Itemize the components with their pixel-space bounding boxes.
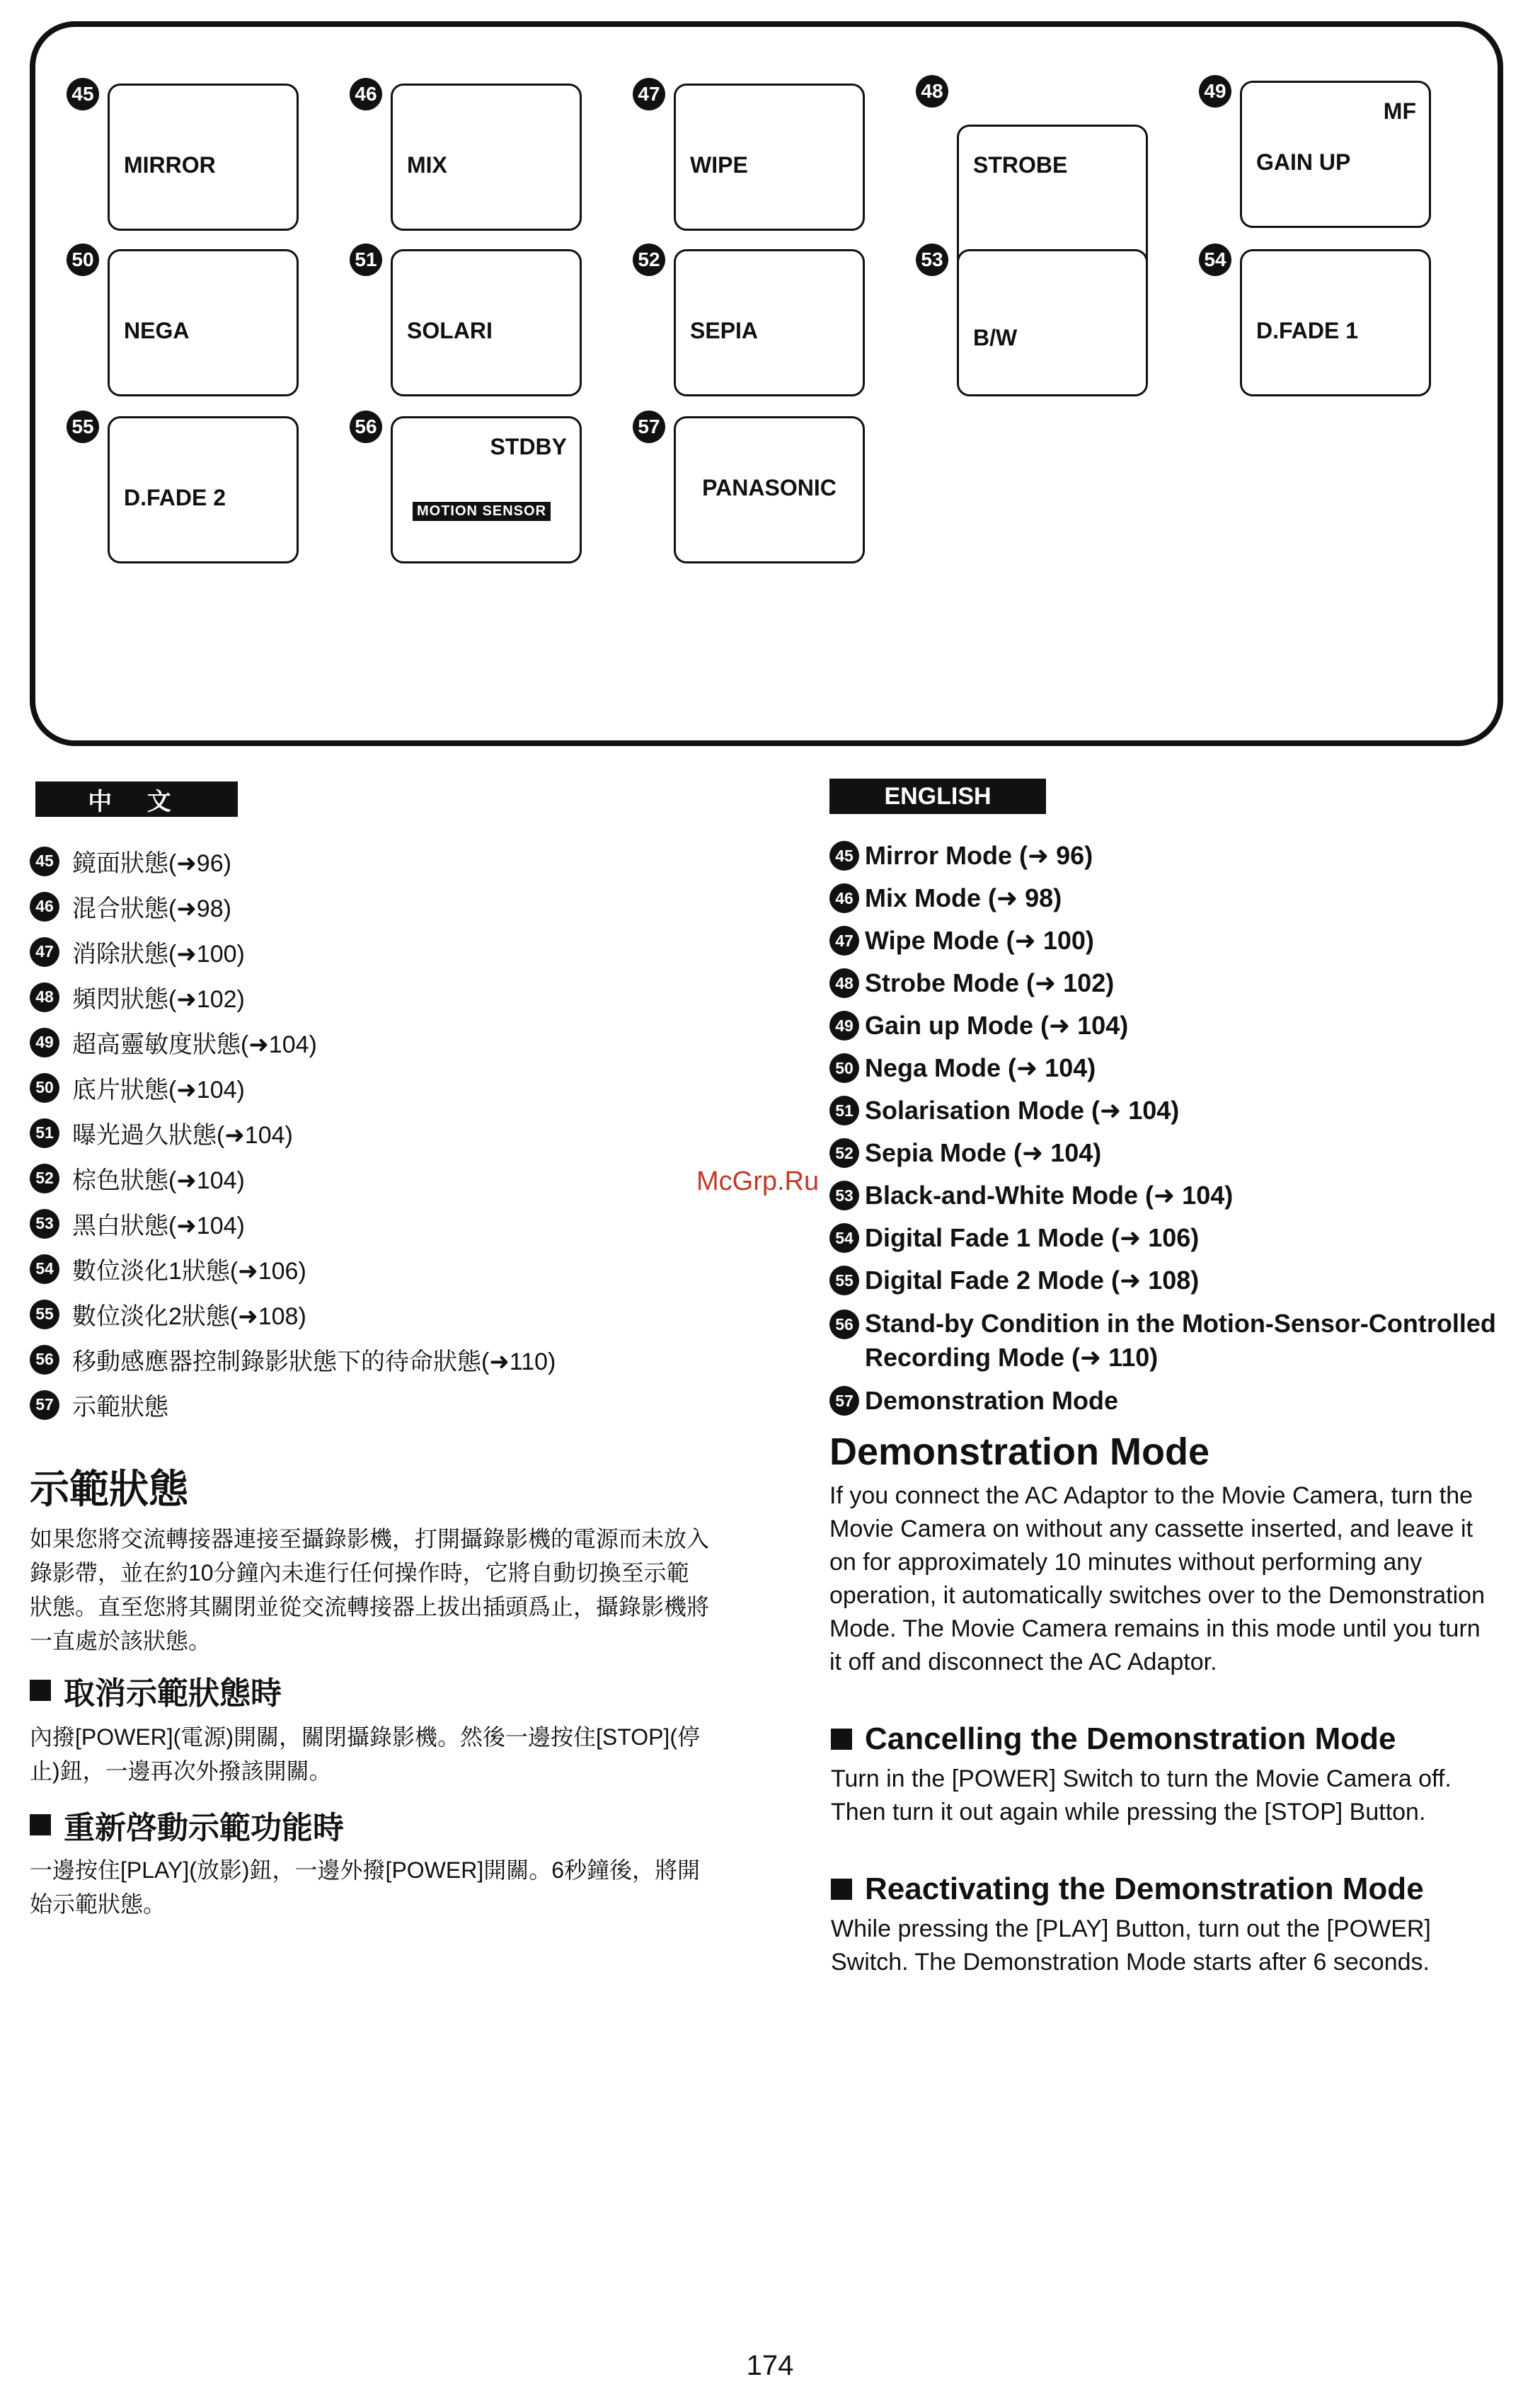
item-text: 數位淡化1狀態(➜106) [72,1258,306,1285]
screen-51 [350,243,633,402]
item-text: Digital Fade 1 Mode (➜ 106) [865,1223,1200,1252]
num-badge: 53 [829,1181,859,1210]
heading-text: Reactivating the Demonstration Mode [865,1872,1424,1906]
num-badge: 52 [633,243,665,276]
chinese-reactivate-body: 一邊按住[PLAY](放影)鈕，一邊外撥[POWER]開關。6秒鐘後，將開始示範狀態。 [30,1857,701,1917]
list-item [30,1251,306,1286]
chinese-section-header: 中 文 [35,781,238,817]
viewfinder-screen [108,84,299,231]
heading-text: 重新啓動示範功能時 [64,1811,344,1845]
num-badge: 51 [30,1118,59,1148]
bullet-square-icon [831,1729,852,1750]
viewfinder-screen [674,84,865,231]
num-badge: 50 [30,1073,59,1103]
screen-label: B/W [973,325,1018,350]
item-text: Demonstration Mode [865,1386,1119,1415]
english-cancel-body: Turn in the [POWER] Switch to turn the Movie Camera off. Then turn it out again while pressing the [STOP] Button. [831,1765,1452,1826]
screen-47 [633,78,916,236]
item-text: Wipe Mode (➜ 100) [865,926,1094,955]
screen-label: WIPE [690,152,748,178]
num-badge: 49 [829,1011,859,1041]
screen-56 [350,411,633,569]
english-section-title: Demonstration Mode [829,1431,1210,1473]
list-item [829,926,1094,956]
chinese-reactivate-heading [30,1802,344,1847]
list-item [30,1161,245,1196]
item-text: 數位淡化2狀態(➜108) [72,1303,306,1330]
num-badge: 48 [829,968,859,998]
item-text: Digital Fade 2 Mode (➜ 108) [865,1266,1200,1295]
bullet-square-icon [831,1879,852,1900]
chinese-body-text: 如果您將交流轉接器連接至攝錄影機，打開攝錄影機的電源而未放入錄影帶，並在約10分鐘內未進行任何操作時，它將自動切換至示範狀態。直至您將其關閉並從交流轉接器上拔出插頭爲止，攝錄影機將一直處於該狀態。 [30,1526,710,1654]
item-text: 消除狀態(➜100) [72,941,245,968]
item-text: Sepia Mode (➜ 104) [865,1138,1102,1167]
num-badge: 57 [633,411,665,443]
screen-54 [1199,243,1482,402]
motion-sensor-badge: MOTION SENSOR [413,502,551,521]
item-text: Black-and-White Mode (➜ 104) [865,1181,1234,1210]
screen-label: NEGA [124,318,190,343]
item-text: 鏡面狀態(➜96) [72,850,231,877]
item-text: 黑白狀態(➜104) [72,1213,245,1239]
list-item [30,934,245,969]
english-reactivate-body: While pressing the [PLAY] Button, turn out the [POWER] Switch. The Demonstration Mode starts after 6 seconds. [831,1915,1431,1976]
heading-text: Cancelling the Demonstration Mode [865,1721,1396,1756]
list-item [829,1223,1199,1253]
num-badge: 54 [1199,243,1231,276]
english-section-header: ENGLISH [829,779,1046,814]
screen-label: SEPIA [690,318,759,343]
screen-label: STDBY [490,434,567,459]
screen-label: PANASONIC [702,475,837,500]
watermark: McGrp.Ru [696,1167,820,1196]
viewfinder-screen [1240,81,1431,228]
item-text: Nega Mode (➜ 104) [865,1053,1096,1082]
num-badge: 47 [633,78,665,110]
num-badge: 55 [829,1266,859,1295]
viewfinder-screen [108,249,299,396]
num-badge: 57 [30,1390,59,1420]
item-text: Mix Mode (➜ 98) [865,883,1062,912]
list-item [829,1138,1101,1168]
list-item [829,1096,1179,1125]
chinese-cancel-heading [30,1668,282,1713]
english-reactivate-heading [831,1872,1424,1907]
list-item [829,1181,1233,1210]
num-badge: 45 [30,847,59,876]
num-badge: 51 [350,243,382,276]
bullet-square-icon [30,1680,51,1701]
english-cancel-heading [831,1721,1396,1757]
chinese-section-title: 示範狀態 [30,1467,188,1511]
item-text: 底片狀態(➜104) [72,1077,245,1104]
num-badge: 55 [30,1300,59,1329]
viewfinder-screen [957,249,1148,396]
list-item [829,1310,1502,1375]
screen-label: D.FADE 1 [1256,318,1359,343]
list-item [30,1116,293,1150]
screen-label: D.FADE 2 [124,485,226,510]
num-badge: 48 [30,982,59,1012]
list-item [30,1070,245,1105]
list-item [829,1053,1096,1083]
screen-46 [350,78,633,236]
item-text: Mirror Mode (➜ 96) [865,841,1093,870]
viewfinder-screen [674,416,865,563]
num-badge: 52 [30,1164,59,1193]
item-text: 示範狀態 [72,1394,168,1421]
viewfinder-screen [391,249,582,396]
list-item [30,844,231,878]
item-text: 超高靈敏度狀態(➜104) [72,1031,317,1058]
item-text: Solarisation Mode (➜ 104) [865,1096,1180,1125]
list-item [829,1386,1118,1416]
num-badge: 56 [829,1310,859,1339]
screen-55 [67,411,350,569]
num-badge: 46 [350,78,382,110]
num-badge: 56 [350,411,382,443]
num-badge: 50 [829,1053,859,1083]
num-badge: 49 [30,1028,59,1058]
item-text: 頻閃狀態(➜102) [72,986,245,1013]
list-item [30,980,245,1014]
num-badge: 53 [916,243,948,276]
screen-52 [633,243,916,402]
list-item [829,1011,1128,1041]
num-badge: 47 [829,926,859,956]
viewfinder-screen [1240,249,1431,396]
list-item [30,1297,306,1331]
num-badge: 50 [67,243,99,276]
item-text: 曝光過久狀態(➜104) [72,1122,293,1149]
num-badge: 57 [829,1386,859,1416]
num-badge: 51 [829,1096,859,1125]
num-badge: 53 [30,1209,59,1239]
screen-45 [67,78,350,236]
item-text: 移動感應器控制錄影狀態下的待命狀態(➜110) [72,1348,556,1375]
list-item [829,968,1114,998]
page-number: 174 [746,2350,794,2381]
item-text: Stand-by Condition in the Motion-Sensor-Controlled Recording Mode (➜ 110) [865,1309,1496,1372]
list-item [30,1025,317,1060]
item-text: Gain up Mode (➜ 104) [865,1011,1129,1040]
screen-48 [916,75,1199,234]
list-item [30,1342,556,1377]
num-badge: 46 [829,883,859,913]
viewfinder-screen [674,249,865,396]
num-badge: 56 [30,1345,59,1375]
num-badge: 54 [30,1254,59,1284]
num-badge: 45 [67,78,99,110]
viewfinder-screen [391,416,582,563]
num-badge: 46 [30,892,59,922]
english-body-text: If you connect the AC Adaptor to the Movie Camera, turn the Movie Camera on without any cassette inserted, and leave it on for approximately 10 minutes without performing any operation, it automatically switches over to the Demonstration Mode. The Movie Camera remains in this mode until you turn it off and disconnect the AC Adaptor. [829,1482,1486,1675]
list-item [829,841,1093,871]
bullet-square-icon [30,1814,51,1835]
item-text: Strobe Mode (➜ 102) [865,968,1115,997]
num-badge: 48 [916,75,948,108]
screen-label: MIRROR [124,152,216,178]
screen-53 [916,243,1199,402]
item-text: 混合狀態(➜98) [72,895,231,922]
viewfinder-screen [108,416,299,563]
screen-label: GAIN UP [1256,149,1351,175]
screen-label: MIX [407,152,447,178]
list-item [30,889,231,924]
screen-57 [633,411,916,569]
chinese-cancel-body: 內撥[POWER](電源)開關，關閉攝錄影機。然後一邊按住[STOP](停止)鈕，一邊再次外撥該開關。 [30,1724,700,1784]
num-badge: 49 [1199,75,1231,108]
list-item [829,1266,1199,1295]
num-badge: 45 [829,841,859,871]
num-badge: 52 [829,1138,859,1168]
list-item [30,1206,245,1241]
list-item [829,883,1062,913]
screen-extra-label: MF [1383,98,1416,124]
num-badge: 54 [829,1223,859,1253]
num-badge: 47 [30,937,59,967]
list-item [30,1387,168,1422]
num-badge: 55 [67,411,99,443]
screen-49 [1199,75,1482,234]
screen-label: SOLARI [407,318,493,343]
heading-text: 取消示範狀態時 [64,1676,282,1711]
viewfinder-screen [391,84,582,231]
screen-label: STROBE [973,152,1068,178]
screen-50 [67,243,350,402]
item-text: 棕色狀態(➜104) [72,1167,245,1194]
